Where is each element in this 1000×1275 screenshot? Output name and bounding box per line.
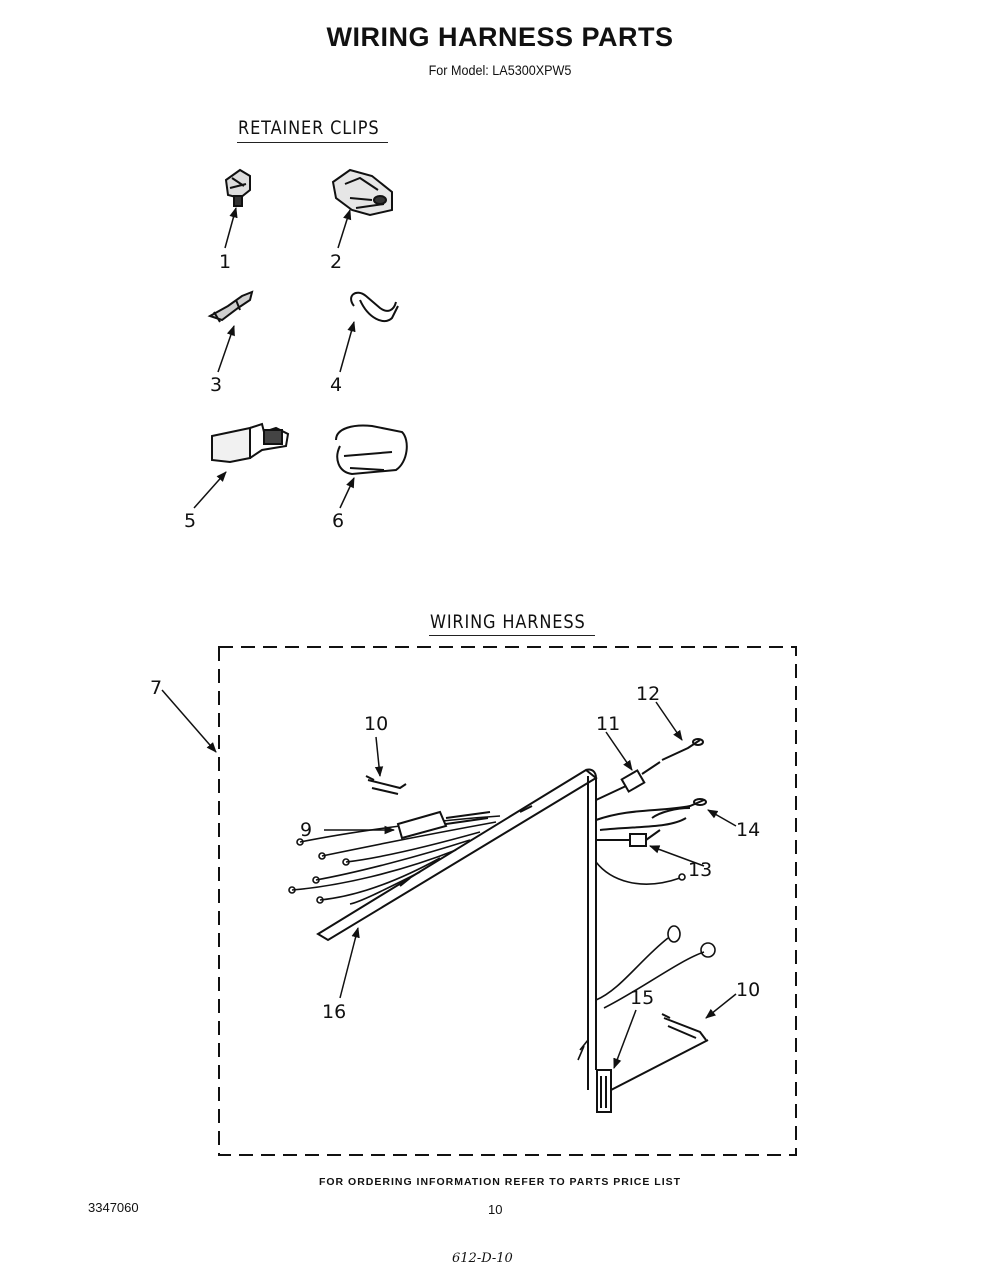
leader-2 xyxy=(338,210,350,248)
retainer-clips-heading: RETAINER CLIPS xyxy=(238,117,380,139)
connector-11 xyxy=(596,762,660,800)
retainer-clip-1 xyxy=(226,170,250,206)
wiring-harness-heading: WIRING HARNESS xyxy=(430,611,586,633)
callout-12: 12 xyxy=(636,683,661,705)
leader-10b xyxy=(706,994,736,1018)
terminal-14 xyxy=(596,799,706,830)
callout-4: 4 xyxy=(330,374,343,396)
leader-6 xyxy=(340,478,354,508)
leader-16 xyxy=(340,928,358,998)
harness-main-trunk xyxy=(318,769,596,1090)
leader-4 xyxy=(340,322,354,372)
callout-15: 15 xyxy=(630,987,655,1009)
retainer-clip-2 xyxy=(333,170,392,215)
page-title: WIRING HARNESS PARTS xyxy=(326,22,674,52)
retainer-clip-4 xyxy=(351,293,398,321)
callout-13: 13 xyxy=(688,859,713,881)
callout-3: 3 xyxy=(210,374,223,396)
retainer-clip-3 xyxy=(210,292,252,322)
leader-3 xyxy=(218,326,234,372)
callout-7: 7 xyxy=(150,677,163,699)
harness-dashed-frame xyxy=(219,647,796,1155)
callout-5: 5 xyxy=(184,510,197,532)
leader-5 xyxy=(194,472,226,508)
callout-10b: 10 xyxy=(736,979,761,1001)
terminal-10a xyxy=(366,776,406,794)
callout-10a: 10 xyxy=(364,713,389,735)
retainer-clip-5 xyxy=(212,424,288,462)
leader-1 xyxy=(225,208,236,248)
leader-12 xyxy=(656,702,682,740)
callout-16: 16 xyxy=(322,1001,347,1023)
callout-6: 6 xyxy=(332,510,345,532)
leader-7 xyxy=(162,690,216,752)
callout-1: 1 xyxy=(219,251,232,273)
callout-9: 9 xyxy=(300,819,313,841)
connector-15 xyxy=(597,1040,708,1112)
terminal-10b xyxy=(662,1014,706,1040)
ordering-info-note: FOR ORDERING INFORMATION REFER TO PARTS PRICE LIST xyxy=(318,1176,682,1188)
leader-14 xyxy=(708,810,736,826)
leader-15 xyxy=(614,1010,636,1068)
callout-2: 2 xyxy=(330,251,343,273)
callout-11: 11 xyxy=(596,713,621,735)
page-number: 10 xyxy=(488,1202,503,1217)
connector-13 xyxy=(596,830,660,846)
handwritten-annotation: 612-D-10 xyxy=(452,1251,513,1266)
model-subtitle: For Model: LA5300XPW5 xyxy=(428,62,572,78)
retainer-clip-6 xyxy=(336,426,407,474)
leader-11 xyxy=(606,732,632,770)
leader-10a xyxy=(376,737,380,776)
document-number: 3347060 xyxy=(88,1200,139,1215)
callout-14: 14 xyxy=(736,819,761,841)
terminal-12 xyxy=(662,739,703,760)
